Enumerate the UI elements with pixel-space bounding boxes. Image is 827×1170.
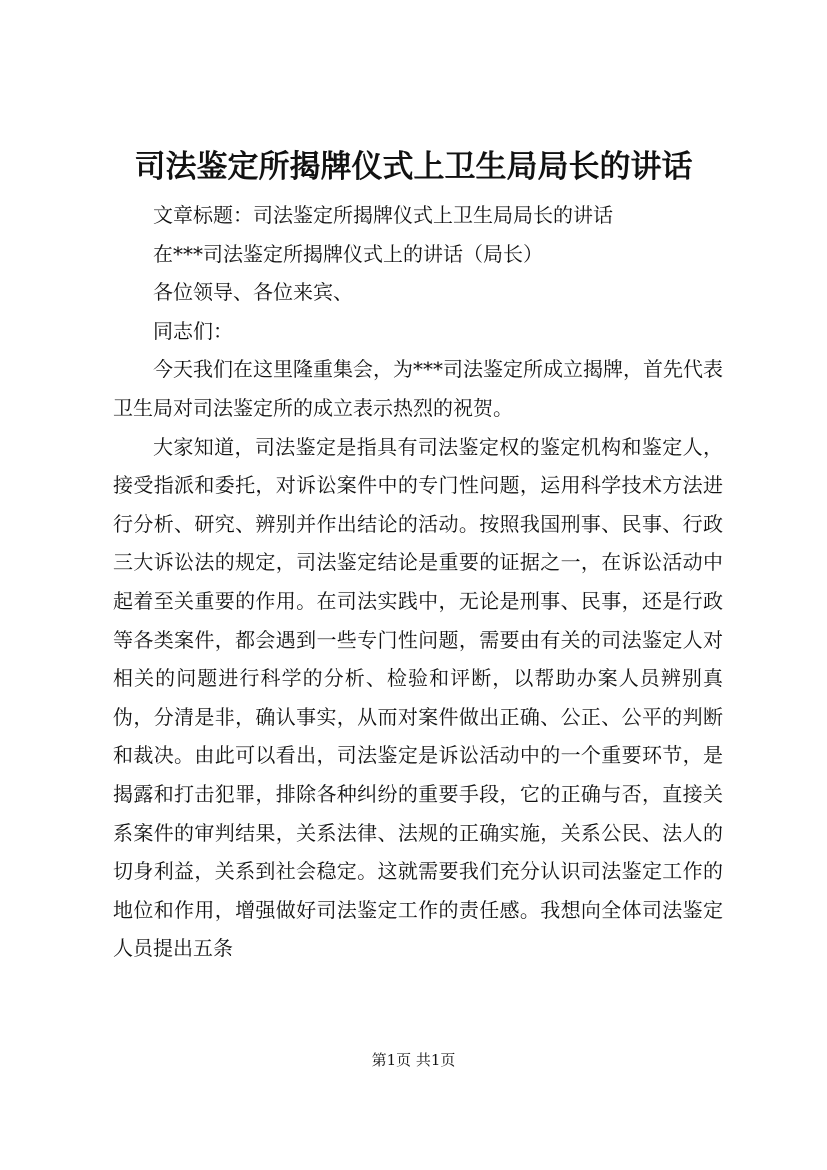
paragraph-article-title: 文章标题：司法鉴定所揭牌仪式上卫生局局长的讲话 — [153, 203, 613, 227]
paragraph-comrades: 同志们： — [153, 318, 233, 343]
page-footer: 第1页 共1页 — [371, 1051, 456, 1069]
paragraph-main: 大家知道，司法鉴定是指具有司法鉴定权的鉴定机构和鉴定人，接受指派和委托，对诉讼案件中的专门性问题，运用科学技术方法进行分析、研究、辨别并作出结论的活动。按照我国刑事、民事、行政三大诉讼法的规定，司法鉴定结论是重要的证据之一，在诉讼活动中起着至关重要的作用。在司法实践中，无论是刑事、民事，还是行政等各类案件，都会遇到一些专门性问题，需要由有关的司法鉴定人对相关的问题进行科学的分析、检验和评断，以帮助办案人员辨别真伪，分清是非，确认事实，从而对案件做出正确、公正、公平的判断和裁决。由此可以看出，司法鉴定是诉讼活动中的一个重要环节，是揭露和打击犯罪，排除各种纠纷的重要手段，它的正确与否，直接关系案件的审判结果，关系法律、法规的正确实施，关系公民、法人的切身利益，关系到社会稳定。这就需要我们充分认识司法鉴定工作的地位和作用，增强做好司法鉴定工作的责任感。我想向全体司法鉴定人员提出五条 — [113, 434, 723, 961]
paragraph-speech-heading: 在***司法鉴定所揭牌仪式上的讲话（局长） — [153, 241, 543, 266]
paragraph-opening: 今天我们在这里隆重集会，为***司法鉴定所成立揭牌，首先代表卫生局对司法鉴定所的成立表示热烈的祝贺。 — [113, 357, 723, 420]
document-title: 司法鉴定所揭牌仪式上卫生局局长的讲话 — [134, 149, 693, 185]
document-body — [113, 196, 723, 968]
paragraph-salutation: 各位领导、各位来宾、 — [153, 280, 353, 305]
